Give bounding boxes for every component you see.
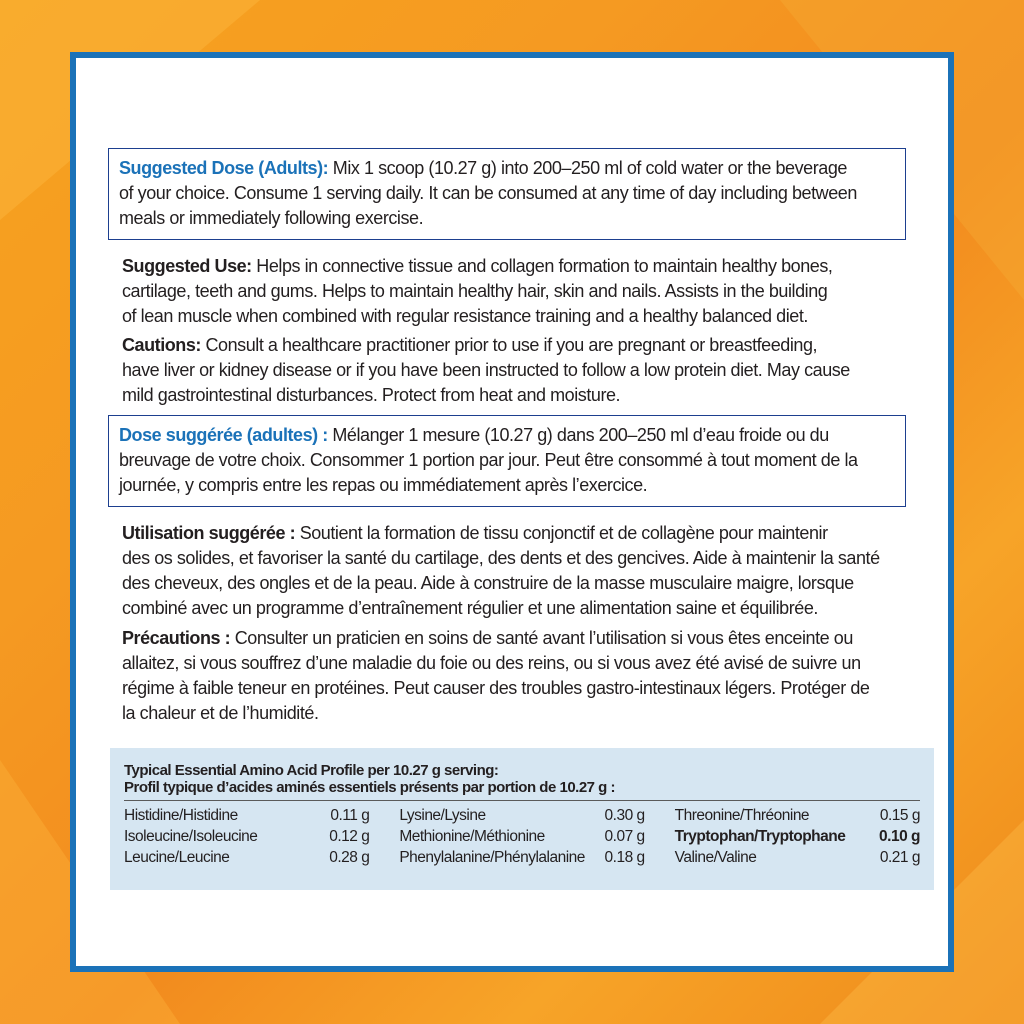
cautions-en-line: Consult a healthcare practitioner prior to use if you are pregnant or breastfeeding, bbox=[200, 335, 818, 355]
dose-fr-line: journée, y compris entre les repas ou immédiatement après l’exercice. bbox=[119, 475, 648, 495]
amino-table bbox=[124, 807, 920, 870]
use-fr-line: combiné avec un programme d’entraînement régulier et une alimentation saine et équilibrée. bbox=[122, 598, 818, 618]
amino-name: Tryptophan/Tryptophane bbox=[674, 828, 846, 845]
dose-fr-heading: Dose suggérée (adultes) : bbox=[119, 425, 328, 445]
use-fr-line: des os solides, et favoriser la santé du cartilage, des dents et des gencives. Aide à maintenir la santé bbox=[122, 548, 880, 568]
label-panel bbox=[70, 52, 954, 972]
cautions-fr-line: régime à faible teneur en protéines. Peut causer des troubles gastro-intestinaux légers. Protéger de bbox=[122, 678, 870, 698]
use-en-line: of lean muscle when combined with regular resistance training and a healthy balanced diet. bbox=[122, 306, 808, 326]
use-en-paragraph bbox=[122, 254, 912, 329]
amino-amount: 0.30 g bbox=[604, 807, 645, 824]
amino-title-fr: Profil typique d’acides aminés essentiels présents par portion de 10.27 g : bbox=[124, 779, 616, 796]
cautions-fr-line: Consulter un praticien en soins de santé avant l’utilisation si vous êtes enceinte ou bbox=[230, 628, 853, 648]
dose-en-box bbox=[108, 148, 906, 240]
cautions-en-line: have liver or kidney disease or if you have been instructed to follow a low protein diet. May cause bbox=[122, 360, 850, 380]
amino-row bbox=[399, 807, 644, 828]
amino-name: Phenylalanine/Phénylalanine bbox=[399, 849, 585, 866]
amino-amount: 0.15 g bbox=[879, 807, 920, 824]
amino-column bbox=[124, 807, 369, 870]
dose-fr-line: breuvage de votre choix. Consommer 1 portion par jour. Peut être consommé à tout moment de la bbox=[119, 450, 858, 470]
amino-row bbox=[399, 828, 644, 849]
amino-column bbox=[399, 807, 644, 870]
amino-row bbox=[675, 849, 920, 870]
amino-row bbox=[675, 807, 920, 828]
amino-amount: 0.10 g bbox=[879, 828, 920, 845]
amino-name: Methionine/Méthionine bbox=[399, 828, 545, 845]
amino-name: Histidine/Histidine bbox=[124, 807, 238, 824]
use-fr-heading: Utilisation suggérée : bbox=[122, 523, 296, 543]
cautions-fr-heading: Précautions : bbox=[122, 628, 231, 648]
use-en-line: Helps in connective tissue and collagen formation to maintain healthy bones, bbox=[251, 256, 833, 276]
amino-divider bbox=[124, 800, 920, 801]
amino-name: Lysine/Lysine bbox=[399, 807, 486, 824]
amino-row-highlighted bbox=[675, 828, 920, 849]
use-fr-line: Soutient la formation de tissu conjonctif et de collagène pour maintenir bbox=[295, 523, 828, 543]
amino-amount: 0.12 g bbox=[329, 828, 370, 845]
dose-fr-box bbox=[108, 415, 906, 507]
amino-name: Valine/Valine bbox=[674, 849, 757, 866]
amino-amount: 0.07 g bbox=[604, 828, 645, 845]
cautions-en-line: mild gastrointestinal disturbances. Protect from heat and moisture. bbox=[122, 385, 621, 405]
use-en-heading: Suggested Use: bbox=[122, 256, 252, 276]
dose-en-line: of your choice. Consume 1 serving daily. It can be consumed at any time of day including between bbox=[119, 183, 857, 203]
dose-en-line: meals or immediately following exercise. bbox=[119, 208, 424, 228]
amino-amount: 0.18 g bbox=[604, 849, 645, 866]
amino-row bbox=[399, 849, 644, 870]
amino-title-en: Typical Essential Amino Acid Profile per 10.27 g serving: bbox=[124, 762, 499, 779]
cautions-en-paragraph bbox=[122, 333, 912, 408]
amino-name: Threonine/Thréonine bbox=[674, 807, 810, 824]
cautions-fr-line: allaitez, si vous souffrez d’une maladie du foie ou des reins, ou si vous avez été avisé de suivre un bbox=[122, 653, 861, 673]
dose-en-heading: Suggested Dose (Adults): bbox=[119, 158, 329, 178]
cautions-fr-paragraph bbox=[122, 626, 912, 726]
use-fr-line: des cheveux, des ongles et de la peau. Aide à construire de la masse musculaire maigre, lorsque bbox=[122, 573, 854, 593]
use-fr-paragraph bbox=[122, 521, 912, 621]
amino-name: Leucine/Leucine bbox=[124, 849, 230, 866]
amino-amount: 0.28 g bbox=[329, 849, 370, 866]
cautions-en-heading: Cautions: bbox=[122, 335, 201, 355]
dose-en-line: Mix 1 scoop (10.27 g) into 200–250 ml of cold water or the beverage bbox=[328, 158, 847, 178]
amino-amount: 0.11 g bbox=[330, 807, 370, 824]
amino-column bbox=[675, 807, 920, 870]
cautions-fr-line: la chaleur et de l’humidité. bbox=[122, 703, 319, 723]
amino-row bbox=[124, 807, 369, 828]
dose-fr-line: Mélanger 1 mesure (10.27 g) dans 200–250 ml d’eau froide ou du bbox=[327, 425, 829, 445]
amino-row bbox=[124, 828, 369, 849]
amino-amount: 0.21 g bbox=[879, 849, 920, 866]
amino-row bbox=[124, 849, 369, 870]
use-en-line: cartilage, teeth and gums. Helps to maintain healthy hair, skin and nails. Assists in the building bbox=[122, 281, 828, 301]
amino-name: Isoleucine/Isoleucine bbox=[124, 828, 258, 845]
amino-acid-profile bbox=[110, 748, 934, 890]
